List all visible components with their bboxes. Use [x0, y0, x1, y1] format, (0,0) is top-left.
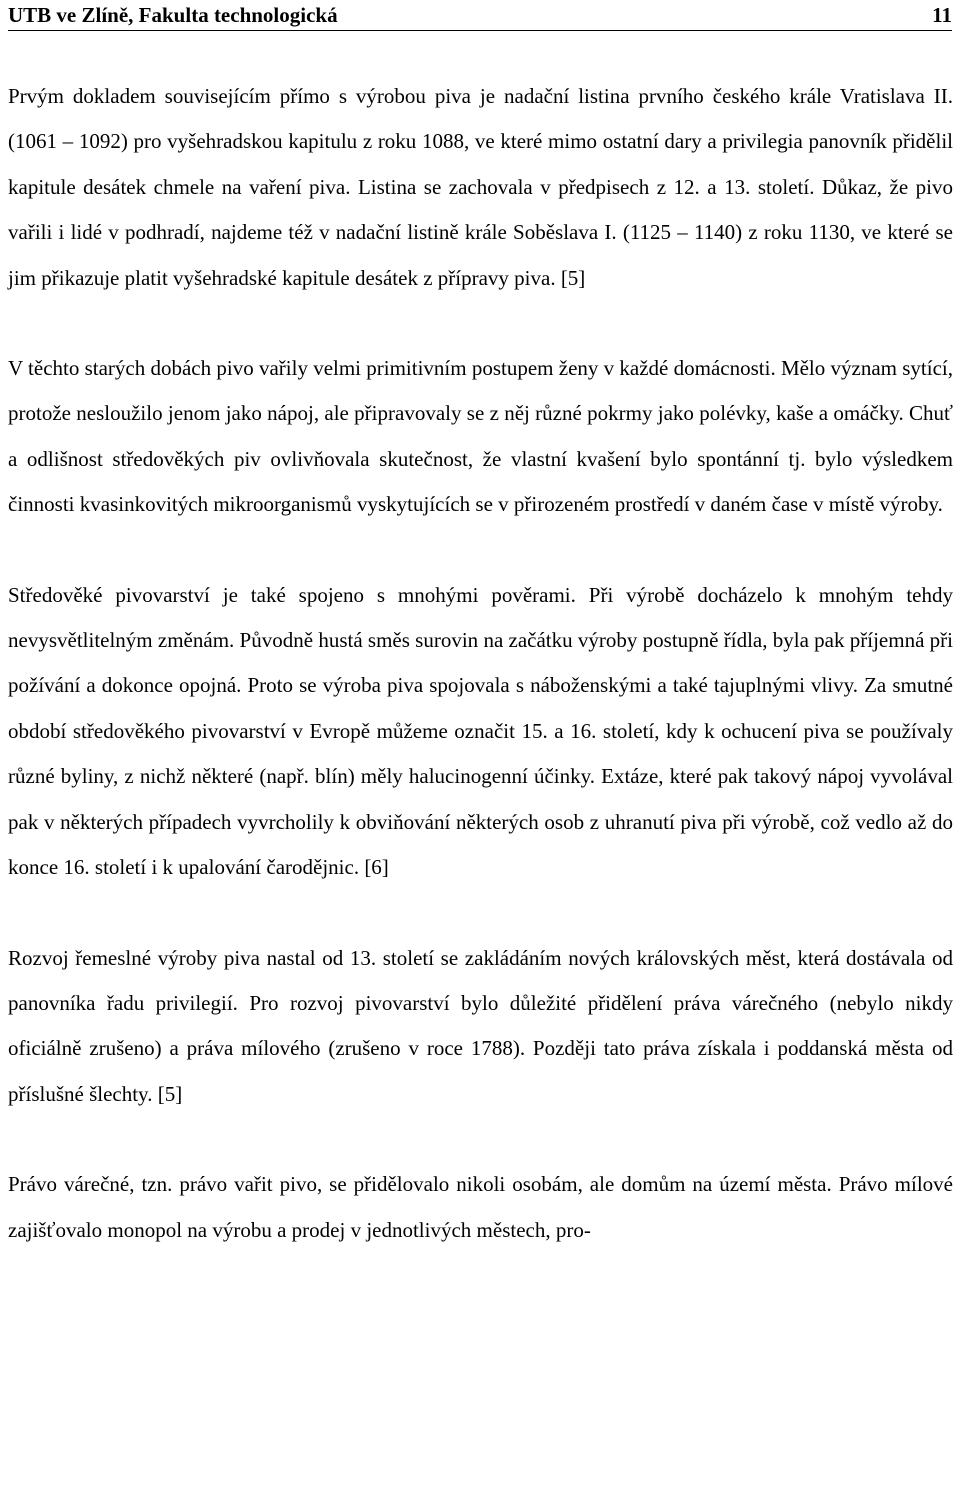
page-header	[8, 0, 952, 31]
page-number: 11	[932, 2, 952, 27]
paragraph-craft-brewing: Rozvoj řemeslné výroby piva nastal od 13. století se zakládáním nových královských měst, která dostávala od panovníka řadu privilegií. Pro rozvoj pivovarství bylo důležité přidělení práva várečného (nebylo nikdy oficiálně zrušeno) a práva mílového (zrušeno v roce 1788). Později tato práva získala i poddanská města od příslušné šlechty. [5]	[8, 945, 953, 1106]
paragraph-household-brewing: V těchto starých dobách pivo vařily velmi primitivním postupem ženy v každé domácnosti. Mělo význam sytící, protože nesloužilo jenom jako nápoj, ale připravovaly se z něj různé pokrmy jako polévky, kaše a omáčky. Chuť a odlišnost středověkých piv ovlivňovala skutečnost, že vlastní kvašení bylo spontánní tj. bylo výsledkem činnosti kvasinkovitých mikroorganismů vyskytujících se v přirozeném prostředí v daném čase v místě výroby.	[8, 356, 953, 517]
paragraph-brewing-documents: Prvým dokladem souvisejícím přímo s výrobou piva je nadační listina prvního českého krále Vratislava II. (1061 – 1092) pro vyšehradskou kapitulu z roku 1088, ve které mimo ostatní dary a privilegia panovník přidělil kapitule desátek chmele na vaření piva. Listina se zachovala v předpisech z 12. a 13. století. Důkaz, že pivo vařili i lidé v podhradí, najdeme též v nadační listině krále Soběslava I. (1125 – 1140) z roku 1130, ve které se jim přikazuje platit vyšehradské kapitule desátek z přípravy piva. [5]	[8, 84, 953, 290]
document-body	[8, 74, 953, 1253]
header-title: UTB ve Zlíně, Fakulta technologická	[8, 2, 338, 27]
paragraph-brewing-rights: Právo várečné, tzn. právo vařit pivo, se přidělovalo nikoli osobám, ale domům na území města. Právo mílové zajišťovalo monopol na výrobu a prodej v jednotlivých městech, pro-	[8, 1172, 953, 1242]
paragraph-medieval-superstitions: Středověké pivovarství je také spojeno s mnohými pověrami. Při výrobě docházelo k mnohým tehdy nevysvětlitelným změnám. Původně hustá směs surovin na začátku výroby postupně řídla, byla pak příjemná při požívání a dokonce opojná. Proto se výroba piva spojovala s náboženskými a také tajuplnými vlivy. Za smutné období středověkého pivovarství v Evropě můžeme označit 15. a 16. století, kdy k ochucení piva se používaly různé byliny, z nichž některé (např. blín) měly halucinogenní účinky. Extáze, které pak takový nápoj vyvolával pak v některých případech vyvrcholily k obviňování některých osob z uhranutí piva při výrobě, což vedlo až do konce 16. století i k upalování čarodějnic. [6]	[8, 582, 953, 880]
